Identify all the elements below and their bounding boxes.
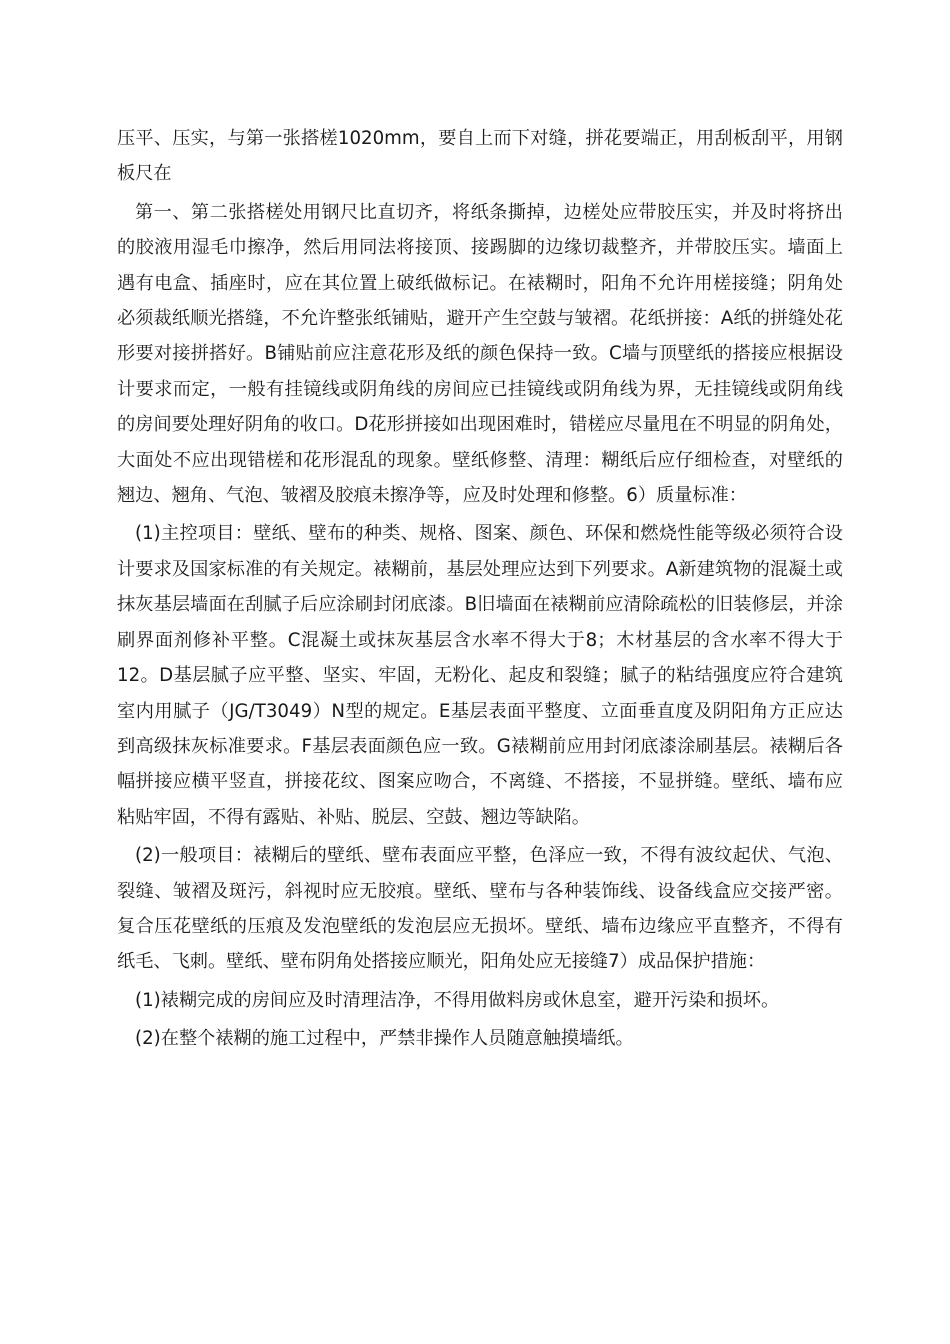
paragraph-protection-2: (2)在整个裱糊的施工过程中，严禁非操作人员随意触摸墙纸。 bbox=[135, 1028, 634, 1050]
paragraph-main-control-items: (1)主控项目：壁纸、壁布的种类、规格、图案、颜色、环保和燃烧性能等级必须符合设计要求及国家标准的有关规定。裱糊前，基层处理应达到下列要求。A新建筑物的混凝土或抹灰基层墙面在刮腻子后应涂刷封闭底漆。B旧墙面在裱糊前应清除疏松的旧装修层，并涂刷界面剂修补平整。C混凝土或抹灰基层含水率不得大于8；木材基层的含水率不得大于12。D基层腻子应平整、坚实、牢固，无粉化、起皮和裂缝；腻子的粘结强度应符合建筑室内用腻子（JG/T3049）N型的规定。E基层表面平整度、立面垂直度及阴阳角方正应达到高级抹灰标准要求。F基层表面颜色应一致。G裱糊前应用封闭底漆涂刷基层。裱糊后各幅拼接应横平竖直，拼接花纹、图案应吻合，不离缝、不搭接，不显拼缝。壁纸、墙布应粘贴牢固，不得有露贴、补贴、脱层、空鼓、翘边等缺陷。 bbox=[117, 523, 843, 828]
paragraph-general-items: (2)一般项目：裱糊后的壁纸、壁布表面应平整，色泽应一致，不得有波纹起伏、气泡、裂缝、皱褶及斑污，斜视时应无胶痕。壁纸、壁布与各种装饰线、设备线盒应交接严密。复合压花壁纸的压痕及发泡壁纸的发泡层应无损坏。壁纸、墙布边缘应平直整齐，不得有纸毛、飞刺。壁纸、壁布阴角处搭接应顺光，阳角处应无接缝7）成品保护措施： bbox=[117, 845, 843, 973]
paragraph-continuation: 压平、压实，与第一张搭槎1020mm，要自上而下对缝，拼花要端正，用刮板刮平，用钢板尺在 bbox=[117, 128, 843, 185]
document-body bbox=[117, 121, 843, 1057]
paragraph-protection-1: (1)裱糊完成的房间应及时清理洁净，不得用做料房或休息室，避开污染和损坏。 bbox=[135, 989, 780, 1011]
paragraph-wallpaper-seams: 第一、第二张搭槎处用钢尺比直切齐，将纸条撕掉，边槎处应带胶压实，并及时将挤出的胶液用湿毛巾擦净，然后用同法将接顶、接踢脚的边缘切裁整齐，并带胶压实。墙面上遇有电盒、插座时，应在其位置上破纸做标记。在裱糊时，阳角不允许用槎接缝；阴角处必须裁纸顺光搭缝，不允许整张纸铺贴，避开产生空鼓与皱褶。花纸拼接：A纸的拼缝处花形要对接拼搭好。B铺贴前应注意花形及纸的颜色保持一致。C墙与顶壁纸的搭接应根据设计要求而定，一般有挂镜线或阴角线的房间应已挂镜线或阴角线为界，无挂镜线或阴角线的房间要处理好阴角的收口。D花形拼接如出现困难时，错槎应尽量甩在不明显的阴角处，大面处不应出现错槎和花形混乱的现象。壁纸修整、清理：糊纸后应仔细检查，对壁纸的翘边、翘角、气泡、皱褶及胶痕未擦净等，应及时处理和修整。6）质量标准： bbox=[117, 201, 843, 507]
